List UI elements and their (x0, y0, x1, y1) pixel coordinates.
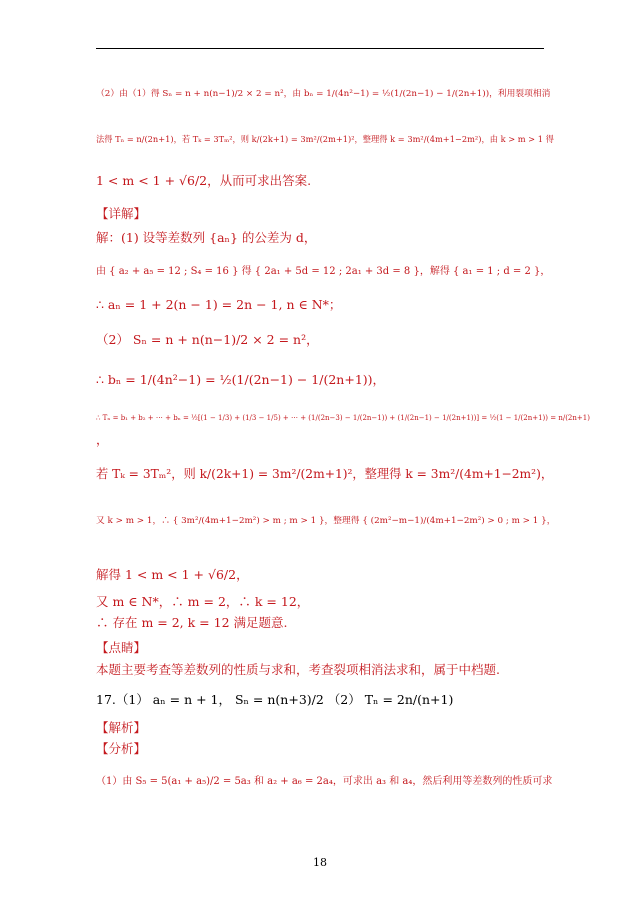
text-line: 解：(1) 设等差数列 {aₙ} 的公差为 d， (96, 230, 317, 245)
text-line: 【解析】 (96, 720, 147, 735)
text-line: 1 < m < 1 + √6/2，从而可求出答案. (96, 173, 312, 188)
text-line: 法得 Tₙ = n/(2n+1)，若 Tₖ = 3Tₘ²，则 k/(2k+1) = 3m²/(2m+1)²，整理得 k = 3m²/(4m+1−2m²)，由 k > m > 1 得 (96, 134, 554, 144)
text-line: 若 Tₖ = 3Tₘ²，则 k/(2k+1) = 3m²/(2m+1)²，整理得 k = 3m²/(4m+1−2m²)， (96, 467, 554, 481)
text-line: 【点睛】 (96, 640, 147, 655)
text-line: 又 k > m > 1，∴ { 3m²/(4m+1−2m²) > m ; m > 1 }，整理得 { (2m²−m−1)/(4m+1−2m²) > 0 ; m > 1 }， (96, 516, 556, 526)
text-line: 又 m ∈ N*，∴ m = 2，∴ k = 12， (96, 594, 310, 609)
text-line: ∴ 存在 m = 2, k = 12 满足题意. (96, 615, 288, 630)
text-line: ∴ bₙ = 1/(4n²−1) = ½(1/(2n−1) − 1/(2n+1))， (96, 372, 386, 387)
text-line: 【详解】 (96, 206, 147, 221)
text-line: 【分析】 (96, 741, 147, 756)
text-line: （2）由（1）得 Sₙ = n + n(n−1)/2 × 2 = n²，由 bₙ = 1/(4n²−1) = ½(1/(2n−1) − 1/(2n+1))，利用裂项相消 (96, 89, 551, 99)
header-rule (96, 48, 544, 49)
text-line: 本题主要考查等差数列的性质与求和，考查裂项相消法求和，属于中档题. (96, 662, 500, 677)
text-line: ， (96, 432, 109, 447)
text-line: 17.（1） aₙ = n + 1， Sₙ = n(n+3)/2 （2） Tₙ = 2n/(n+1) (96, 692, 454, 707)
text-line: 解得 1 < m < 1 + √6/2， (96, 567, 249, 582)
text-line: （2） Sₙ = n + n(n−1)/2 × 2 = n²， (96, 332, 319, 347)
page-number: 18 (313, 856, 327, 869)
text-line: 由 { a₂ + a₅ = 12 ; S₄ = 16 } 得 { 2a₁ + 5d = 12 ; 2a₁ + 3d = 8 }，解得 { a₁ = 1 ; d = 2 }， (96, 266, 551, 277)
text-line: ∴ aₙ = 1 + 2(n − 1) = 2n − 1, n ∈ N*； (96, 297, 342, 312)
text-line: （1）由 S₅ = 5(a₁ + a₅)/2 = 5a₃ 和 a₂ + a₆ = 2a₄，可求出 a₃ 和 a₄，然后利用等差数列的性质可求 (96, 776, 553, 787)
text-line: ∴ Tₙ = b₁ + b₂ + ⋯ + bₙ = ½[(1 − 1/3) + (1/3 − 1/5) + ⋯ + (1/(2n−3) − 1/(2n−1)) + (1/(2n−1) − 1/(2n+1))] = ½(1 − 1/(2n+1)) = n/(2n+1) (96, 414, 590, 422)
